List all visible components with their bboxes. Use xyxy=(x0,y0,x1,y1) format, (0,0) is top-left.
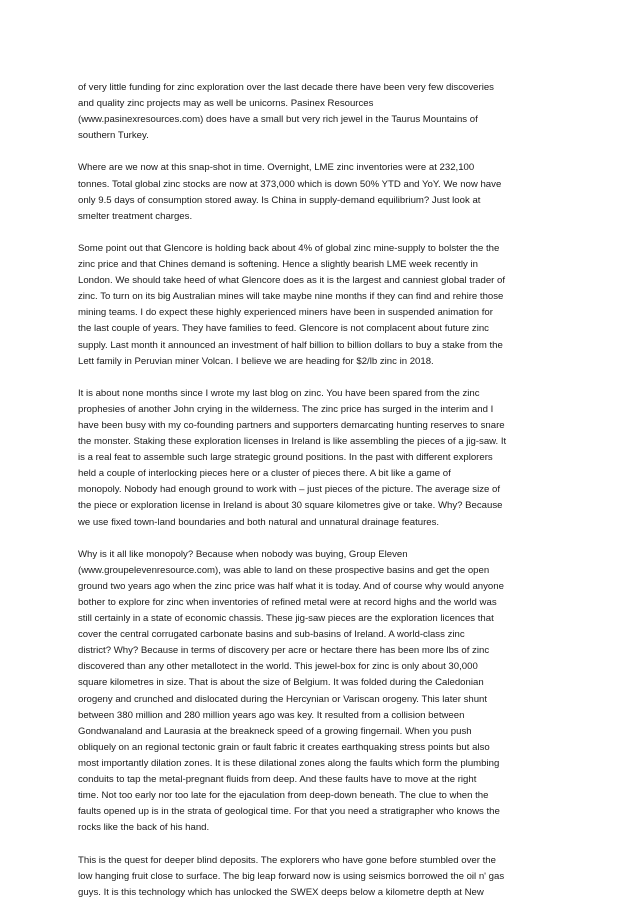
text-line: district? Why? Because in terms of discovery per acre or hectare there has been more lbs of zinc xyxy=(78,645,490,657)
text-line: held a couple of interlocking pieces here or a cluster of pieces there. A bit like a game of xyxy=(78,468,451,480)
text-line: zinc price and that Chines demand is softening. Hence a slightly bearish LME week recently in xyxy=(78,259,478,271)
text-line: rocks like the back of his hand. xyxy=(78,822,210,834)
text-line: (www.groupelevenresource.com), was able to land on these prospective basins and get the open xyxy=(78,564,490,576)
text-line: southern Turkey. xyxy=(78,130,149,142)
text-line: obliquely on an regional tectonic grain or fault fabric it creates earthquaking stress points but also xyxy=(78,741,490,753)
text-line: between 380 million and 280 million years ago was key. It resulted from a collision between xyxy=(78,709,465,721)
text-line: supply. Last month it announced an investment of half billion to billion dollars to buy a stake from the xyxy=(78,339,503,351)
text-line: bother to explore for zinc when inventories of refined metal were at record highs and the world was xyxy=(78,597,497,608)
text-line: Gondwanaland and Laurasia at the breakneck speed of a growing fingernail. When you push xyxy=(78,725,472,737)
text-line: and quality zinc projects may as well be unicorns. Pasinex Resources xyxy=(78,98,374,110)
text-line: guys. It is this technology which has unlocked the SWEX deeps below a kilometre depth at New xyxy=(78,886,484,898)
text-line: discovered than any other metallotect in the world. This jewel-box for zinc is only about 30,000 xyxy=(78,661,478,673)
text-line: is a real feat to assemble such large strategic ground positions. In the past with different explorers xyxy=(78,452,493,464)
text-line: low hanging fruit close to surface. The big leap forward now is using seismics borrowed the oil n' gas xyxy=(78,870,505,882)
text-line: we use fixed town-land boundaries and both natural and unnatural drainage features. xyxy=(78,516,440,528)
text-line: Some point out that Glencore is holding back about 4% of global zinc mine-supply to bolster the the xyxy=(78,242,500,254)
text-line: time. Not too early nor too late for the ejaculation from deep-down beneath. The clue to when the xyxy=(78,790,489,802)
text-line: faults opened up is in the strata of geological time. For that you need a stratigrapher who knows the xyxy=(78,806,500,818)
text-line: monopoly. Nobody had enough ground to work with – just pieces of the picture. The average size of xyxy=(78,484,501,496)
text-line: conduits to tap the metal-pregnant fluids from deep. And these faults have to move at the right xyxy=(78,774,477,786)
text-line: Lett family in Peruvian miner Volcan. I believe we are heading for $2/lb zinc in 2018. xyxy=(78,355,434,367)
text-line: have been busy with my co-founding partners and supporters demarcating hunting reserves to snare xyxy=(78,419,505,431)
text-line: square kilometres in size. That is about the size of Belgium. It was folded during the Caledonian xyxy=(78,677,484,689)
text-line: mining teams. I do expect these highly experienced miners have been in suspended animation for xyxy=(78,307,493,319)
text-line: Why is it all like monopoly? Because when nobody was buying, Group Eleven xyxy=(78,548,408,560)
paragraph xyxy=(78,853,560,901)
text-line: the last couple of years. They have families to feed. Glencore is not complacent about future zinc xyxy=(78,323,489,335)
text-line: prophesies of another John crying in the wilderness. The zinc price has surged in the interim and I xyxy=(78,403,494,415)
text-line: ground two years ago when the zinc price was half what it is today. And of course why would anyone xyxy=(78,580,504,592)
text-line: This is the quest for deeper blind deposits. The explorers who have gone before stumbled over the xyxy=(78,854,496,866)
text-line: (www.pasinexresources.com) does have a small but very rich jewel in the Taurus Mountains of xyxy=(78,114,478,126)
text-line: the monster. Staking these exploration licenses in Ireland is like assembling the pieces of a jig-saw. It xyxy=(78,436,507,448)
text-line: still certainly in a state of economic chassis. These jig-saw pieces are the exploration licences that xyxy=(78,613,494,625)
text-line: orogeny and crunched and dislocated during the Hercynian or Variscan orogeny. This later shunt xyxy=(78,693,488,705)
text-line: only 9.5 days of consumption stored away. Is China in supply-demand equilibrium? Just look at xyxy=(78,194,481,206)
paragraph xyxy=(78,386,560,531)
paragraph xyxy=(78,547,560,837)
text-line: zinc. To turn on its big Australian mines will take maybe nine months if they can find and rehire those xyxy=(78,291,504,303)
text-line: the piece or exploration license in Ireland is about 30 square kilometres give or take. Why? Because xyxy=(78,500,503,512)
text-line: most importantly dilation zones. It is these dilational zones along the faults which form the plumbing xyxy=(78,757,500,769)
text-line: Where are we now at this snap-shot in time. Overnight, LME zinc inventories were at 232,100 xyxy=(78,162,475,174)
paragraph xyxy=(78,160,560,224)
paragraph xyxy=(78,241,560,370)
document-body xyxy=(78,80,560,917)
paragraph xyxy=(78,80,560,144)
text-line: of very little funding for zinc exploration over the last decade there have been very few discoveries xyxy=(78,82,494,93)
text-line: London. We should take heed of what Glencore does as it is the largest and canniest global trader of xyxy=(78,275,506,287)
text-line: It is about none months since I wrote my last blog on zinc. You have been spared from the zinc xyxy=(78,387,480,399)
text-line: smelter treatment charges. xyxy=(78,210,193,222)
text-line: tonnes. Total global zinc stocks are now at 373,000 which is down 50% YTD and YoY. We now have xyxy=(78,178,502,190)
text-line: cover the central corrugated carbonate basins and sub-basins of Ireland. A world-class zinc xyxy=(78,629,465,641)
